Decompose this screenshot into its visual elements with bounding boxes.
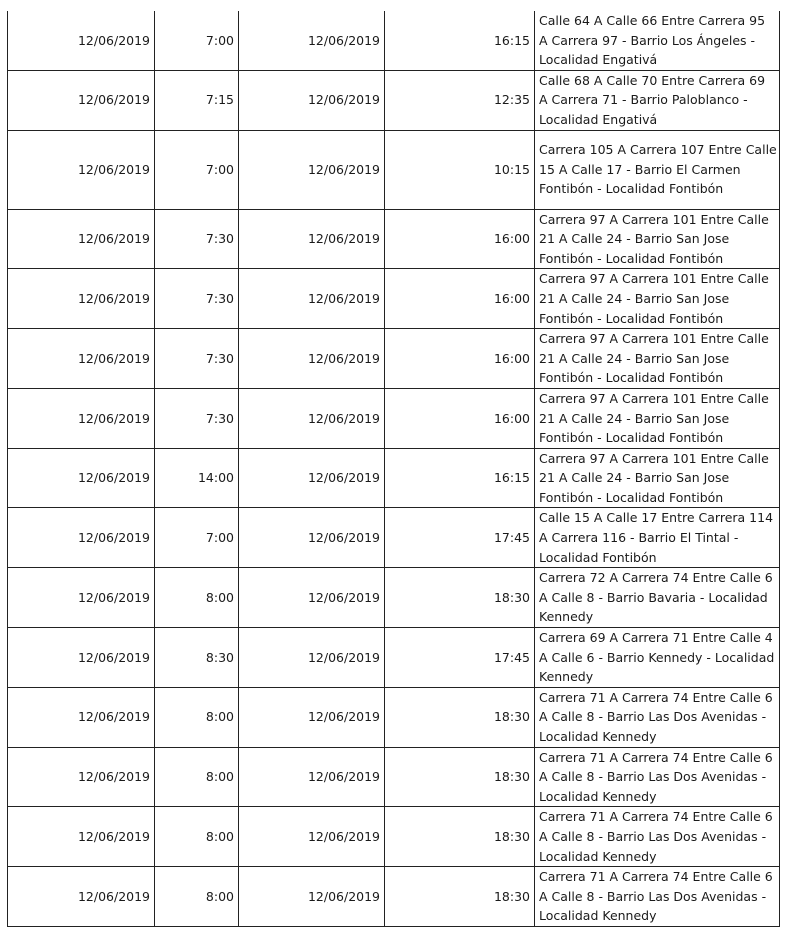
start-date-cell: 12/06/2019 bbox=[8, 628, 155, 688]
table-row bbox=[8, 687, 780, 747]
start-time-cell: 7:30 bbox=[155, 269, 239, 329]
end-time-cell: 16:00 bbox=[385, 269, 535, 329]
end-date-cell: 12/06/2019 bbox=[239, 628, 385, 688]
start-time-cell: 8:00 bbox=[155, 807, 239, 867]
end-time-cell: 16:00 bbox=[385, 388, 535, 448]
start-time-cell: 8:00 bbox=[155, 747, 239, 807]
end-date-cell: 12/06/2019 bbox=[239, 269, 385, 329]
end-date-cell: 12/06/2019 bbox=[239, 568, 385, 628]
table-row bbox=[8, 807, 780, 867]
end-date-cell: 12/06/2019 bbox=[239, 388, 385, 448]
table-row bbox=[8, 70, 780, 130]
start-date-cell: 12/06/2019 bbox=[8, 130, 155, 209]
address-cell: Calle 15 A Calle 17 Entre Carrera 114 A Carrera 116 - Barrio El Tintal - Localidad Fontibón bbox=[535, 508, 780, 568]
address-cell: Carrera 71 A Carrera 74 Entre Calle 6 A Calle 8 - Barrio Las Dos Avenidas - Localidad Kennedy bbox=[535, 807, 780, 867]
end-date-cell: 12/06/2019 bbox=[239, 329, 385, 389]
end-date-cell: 12/06/2019 bbox=[239, 11, 385, 70]
address-cell: Carrera 97 A Carrera 101 Entre Calle 21 A Calle 24 - Barrio San Jose Fontibón - Localidad Fontibón bbox=[535, 388, 780, 448]
end-date-cell: 12/06/2019 bbox=[239, 130, 385, 209]
address-cell: Carrera 97 A Carrera 101 Entre Calle 21 A Calle 24 - Barrio San Jose Fontibón - Localidad Fontibón bbox=[535, 448, 780, 508]
end-time-cell: 18:30 bbox=[385, 747, 535, 807]
end-date-cell: 12/06/2019 bbox=[239, 807, 385, 867]
start-date-cell: 12/06/2019 bbox=[8, 11, 155, 70]
end-date-cell: 12/06/2019 bbox=[239, 448, 385, 508]
end-time-cell: 18:30 bbox=[385, 687, 535, 747]
start-time-cell: 7:00 bbox=[155, 11, 239, 70]
start-time-cell: 7:30 bbox=[155, 209, 239, 269]
address-cell: Calle 64 A Calle 66 Entre Carrera 95 A Carrera 97 - Barrio Los Ángeles - Localidad Engativá bbox=[535, 11, 780, 70]
outage-schedule-table bbox=[7, 11, 780, 927]
start-time-cell: 7:15 bbox=[155, 70, 239, 130]
start-time-cell: 7:30 bbox=[155, 388, 239, 448]
end-date-cell: 12/06/2019 bbox=[239, 687, 385, 747]
start-time-cell: 7:00 bbox=[155, 508, 239, 568]
address-cell: Carrera 71 A Carrera 74 Entre Calle 6 A Calle 8 - Barrio Las Dos Avenidas - Localidad Kennedy bbox=[535, 747, 780, 807]
table-row bbox=[8, 329, 780, 389]
start-date-cell: 12/06/2019 bbox=[8, 70, 155, 130]
address-cell: Carrera 97 A Carrera 101 Entre Calle 21 A Calle 24 - Barrio San Jose Fontibón - Localidad Fontibón bbox=[535, 269, 780, 329]
start-time-cell: 8:30 bbox=[155, 628, 239, 688]
table-row bbox=[8, 209, 780, 269]
end-time-cell: 16:15 bbox=[385, 448, 535, 508]
table-row bbox=[8, 269, 780, 329]
start-time-cell: 14:00 bbox=[155, 448, 239, 508]
end-time-cell: 10:15 bbox=[385, 130, 535, 209]
start-date-cell: 12/06/2019 bbox=[8, 269, 155, 329]
start-date-cell: 12/06/2019 bbox=[8, 329, 155, 389]
end-time-cell: 18:30 bbox=[385, 867, 535, 927]
end-time-cell: 17:45 bbox=[385, 628, 535, 688]
start-date-cell: 12/06/2019 bbox=[8, 867, 155, 927]
end-time-cell: 17:45 bbox=[385, 508, 535, 568]
start-time-cell: 7:00 bbox=[155, 130, 239, 209]
table-row bbox=[8, 867, 780, 927]
address-cell: Carrera 97 A Carrera 101 Entre Calle 21 A Calle 24 - Barrio San Jose Fontibón - Localidad Fontibón bbox=[535, 329, 780, 389]
start-date-cell: 12/06/2019 bbox=[8, 448, 155, 508]
end-time-cell: 12:35 bbox=[385, 70, 535, 130]
address-cell: Carrera 105 A Carrera 107 Entre Calle 15 A Calle 17 - Barrio El Carmen Fontibón - Localidad Fontibón bbox=[535, 130, 780, 209]
end-date-cell: 12/06/2019 bbox=[239, 209, 385, 269]
start-date-cell: 12/06/2019 bbox=[8, 209, 155, 269]
end-time-cell: 16:00 bbox=[385, 329, 535, 389]
start-time-cell: 8:00 bbox=[155, 867, 239, 927]
start-date-cell: 12/06/2019 bbox=[8, 508, 155, 568]
table-row bbox=[8, 568, 780, 628]
end-time-cell: 18:30 bbox=[385, 807, 535, 867]
table-row bbox=[8, 508, 780, 568]
address-cell: Carrera 69 A Carrera 71 Entre Calle 4 A Calle 6 - Barrio Kennedy - Localidad Kennedy bbox=[535, 628, 780, 688]
start-date-cell: 12/06/2019 bbox=[8, 568, 155, 628]
address-cell: Calle 68 A Calle 70 Entre Carrera 69 A Carrera 71 - Barrio Paloblanco - Localidad Engativá bbox=[535, 70, 780, 130]
schedule-sheet bbox=[7, 11, 780, 927]
table-row bbox=[8, 747, 780, 807]
address-cell: Carrera 71 A Carrera 74 Entre Calle 6 A Calle 8 - Barrio Las Dos Avenidas - Localidad Kennedy bbox=[535, 867, 780, 927]
table-row bbox=[8, 11, 780, 70]
end-time-cell: 18:30 bbox=[385, 568, 535, 628]
end-time-cell: 16:15 bbox=[385, 11, 535, 70]
start-time-cell: 8:00 bbox=[155, 568, 239, 628]
start-time-cell: 7:30 bbox=[155, 329, 239, 389]
table-row bbox=[8, 388, 780, 448]
start-time-cell: 8:00 bbox=[155, 687, 239, 747]
start-date-cell: 12/06/2019 bbox=[8, 807, 155, 867]
end-date-cell: 12/06/2019 bbox=[239, 70, 385, 130]
address-cell: Carrera 72 A Carrera 74 Entre Calle 6 A Calle 8 - Barrio Bavaria - Localidad Kennedy bbox=[535, 568, 780, 628]
table-row bbox=[8, 628, 780, 688]
end-date-cell: 12/06/2019 bbox=[239, 867, 385, 927]
start-date-cell: 12/06/2019 bbox=[8, 687, 155, 747]
address-cell: Carrera 97 A Carrera 101 Entre Calle 21 A Calle 24 - Barrio San Jose Fontibón - Localidad Fontibón bbox=[535, 209, 780, 269]
table-row bbox=[8, 130, 780, 209]
end-date-cell: 12/06/2019 bbox=[239, 747, 385, 807]
start-date-cell: 12/06/2019 bbox=[8, 747, 155, 807]
address-cell: Carrera 71 A Carrera 74 Entre Calle 6 A Calle 8 - Barrio Las Dos Avenidas - Localidad Kennedy bbox=[535, 687, 780, 747]
end-time-cell: 16:00 bbox=[385, 209, 535, 269]
table-row bbox=[8, 448, 780, 508]
end-date-cell: 12/06/2019 bbox=[239, 508, 385, 568]
start-date-cell: 12/06/2019 bbox=[8, 388, 155, 448]
